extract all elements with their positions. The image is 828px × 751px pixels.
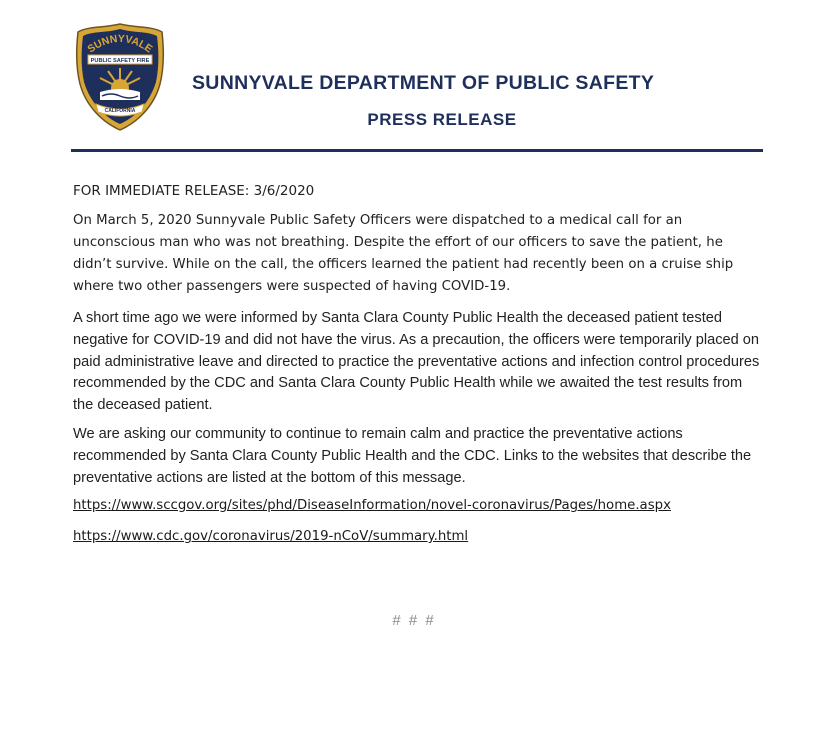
end-of-release-mark: # # # [392,612,436,629]
paragraph-test-result: A short time ago we were informed by Santa Clara County Public Health the deceased patient tested negative for COVID-19 and did not have the virus. As a precaution, the officers were temporarily placed on paid administrative leave and directed to practice the preventative actions and infection control procedures recommended by the CDC and Santa Clara County Public Health while we awaited the test results from the deceased patient. [73,310,760,414]
department-title: SUNNYVALE DEPARTMENT OF PUBLIC SAFETY [192,72,655,94]
badge-top-text: SUNNYVALE [85,32,155,56]
link-cdc-coronavirus[interactable]: https://www.cdc.gov/coronavirus/2019-nCoV/summary.html [73,529,469,544]
paragraph-community-request: We are asking our community to continue to remain calm and practice the preventative actions recommended by Santa Clara County Public Health and the CDC. Links to the websites that describe the preventative actions are listed at the bottom of this message. [73,426,752,486]
header-divider [71,149,763,152]
badge-bottom-text: CALIFORNIA [104,108,136,114]
sunnyvale-badge-logo [74,22,166,132]
press-release-title: PRESS RELEASE [367,110,517,129]
release-date-line: FOR IMMEDIATE RELEASE: 3/6/2020 [73,183,315,199]
link-sccgov-coronavirus[interactable]: https://www.sccgov.org/sites/phd/DiseaseInformation/novel-coronavirus/Pages/home.aspx [73,498,671,513]
paragraph-incident: On March 5, 2020 Sunnyvale Public Safety Officers were dispatched to a medical call for an unconscious man who was not breathing. Despite the effort of our officers to save the patient, he didn’t survive. While on the call, the officers learned the patient had recently been on a cruise ship where two other passengers were suspected of having COVID-19. [73,213,734,294]
badge-banner-text: PUBLIC SAFETY FIRE [90,58,150,64]
